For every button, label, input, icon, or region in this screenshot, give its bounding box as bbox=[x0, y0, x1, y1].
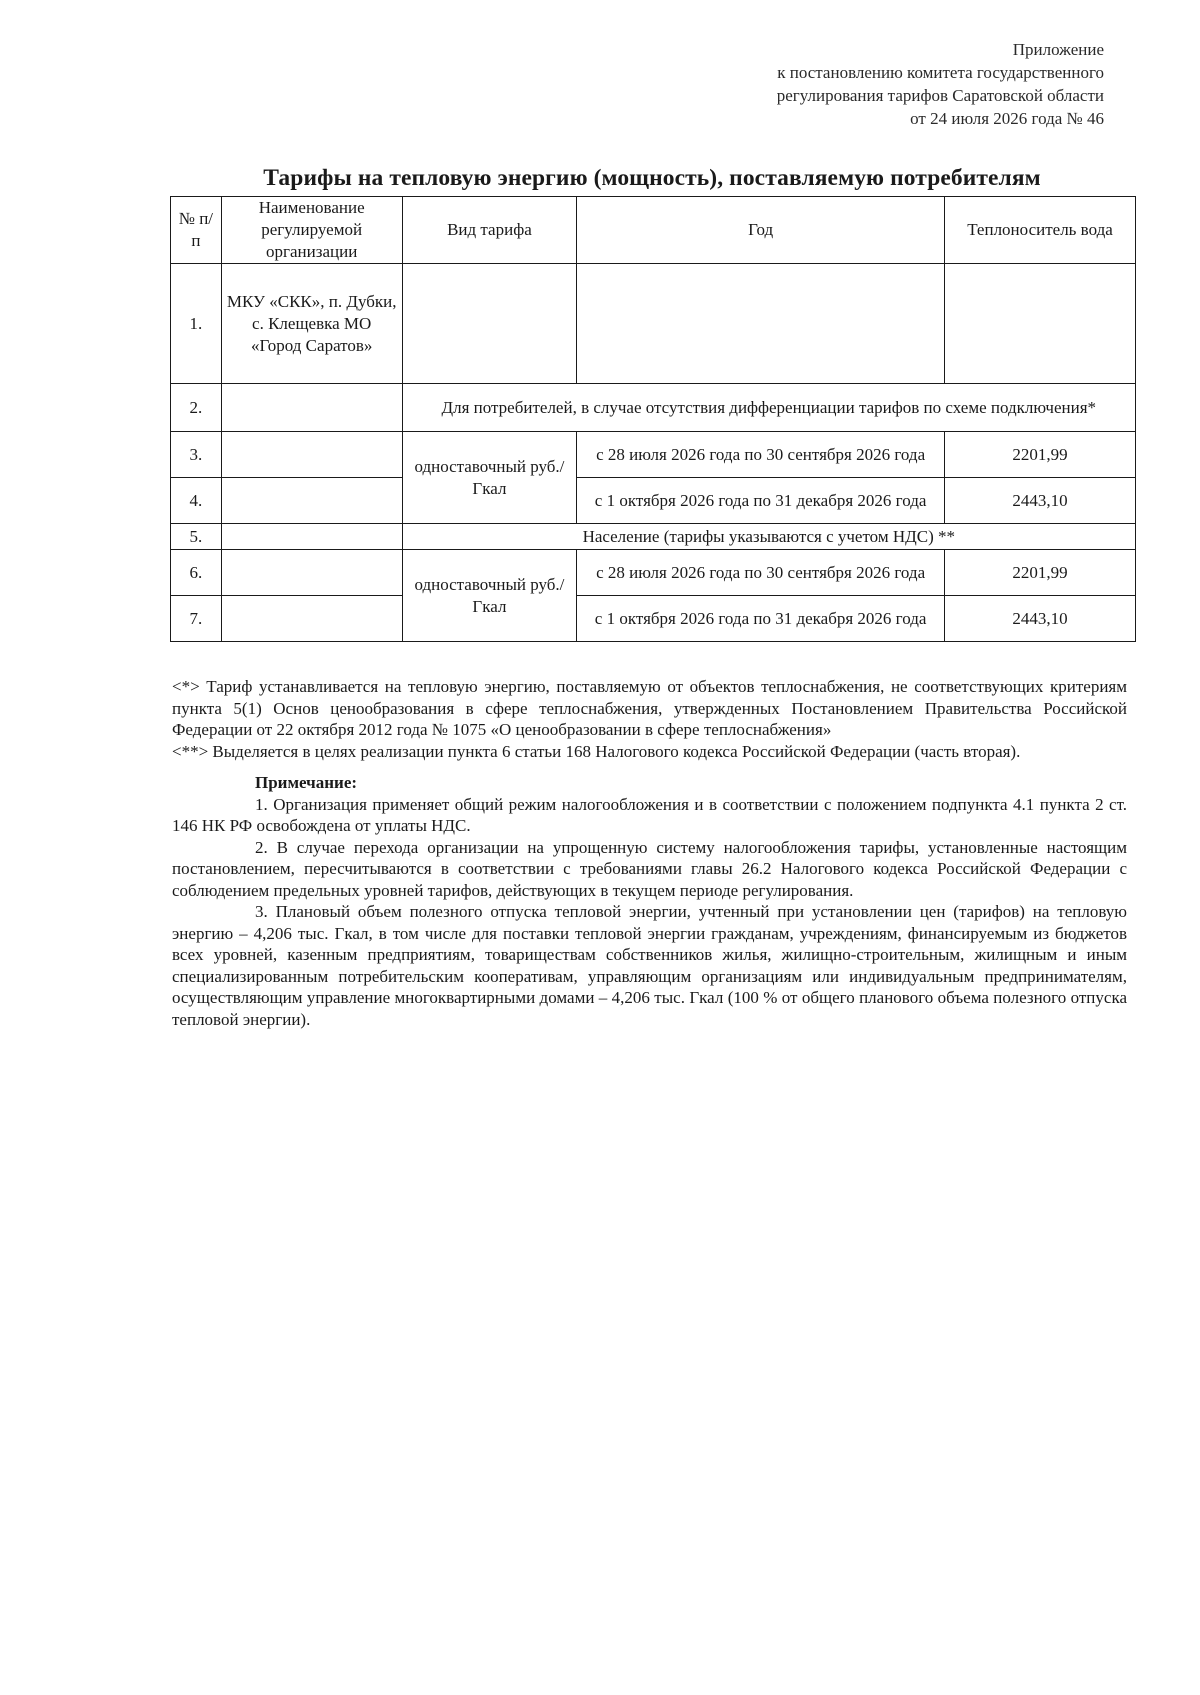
tariff-type: одноставочный руб./Гкал bbox=[402, 432, 577, 524]
appendix-header-line: регулирования тарифов Саратовской области bbox=[776, 86, 1104, 105]
empty-cell bbox=[577, 264, 945, 384]
tariff-period: с 1 октября 2026 года по 31 декабря 2026 года bbox=[577, 478, 945, 524]
tariff-value: 2201,99 bbox=[944, 550, 1135, 596]
section-heading: Для потребителей, в случае отсутствия дифференциации тарифов по схеме подключения* bbox=[402, 384, 1135, 432]
row-num: 5. bbox=[171, 524, 222, 550]
empty-cell bbox=[221, 384, 402, 432]
table-header-row bbox=[171, 197, 1136, 264]
table-row bbox=[171, 432, 1136, 478]
appendix-header bbox=[777, 38, 1104, 130]
row-num: 3. bbox=[171, 432, 222, 478]
tariff-type: одноставочный руб./Гкал bbox=[402, 550, 577, 642]
table-row bbox=[171, 264, 1136, 384]
empty-cell bbox=[221, 432, 402, 478]
table-row bbox=[171, 384, 1136, 432]
note-item-1: 1. Организация применяет общий режим налогообложения и в соответствии с положением подпункта 4.1 пункта 2 ст. 146 НК РФ освобождена от уплаты НДС. bbox=[172, 794, 1127, 835]
appendix-header-line: Приложение bbox=[1012, 40, 1104, 59]
header-year: Год bbox=[577, 197, 945, 264]
empty-cell bbox=[221, 596, 402, 642]
empty-cell bbox=[221, 550, 402, 596]
tariff-period: с 28 июля 2026 года по 30 сентября 2026 года bbox=[577, 432, 945, 478]
row-num: 4. bbox=[171, 478, 222, 524]
note-item-3: 3. Плановый объем полезного отпуска тепловой энергии, учтенный при установлении цен (тарифов) на тепловую энергию – 4,206 тыс. Гкал, в том числе для поставки тепловой энергии гражданам, учреждениям, финансируемым из бюджетов всех уровней, казенным предприятиям, товариществам собственников жилья, жилищно-строительным, жилищным и иным специализированным потребительским кооперативам, управляющим организациям или индивидуальным предпринимателям, осуществляющим управление многоквартирными домами – 4,206 тыс. Гкал (100 % от общего планового объема полезного отпуска тепловой энергии). bbox=[172, 902, 1127, 1029]
header-org: Наименование регулируемой организации bbox=[221, 197, 402, 264]
section-heading: Население (тарифы указываются с учетом НДС) ** bbox=[402, 524, 1135, 550]
note-item-2: 2. В случае перехода организации на упрощенную систему налогообложения тарифы, установленные настоящим постановлением, пересчитываются в соответствии с требованиями главы 26.2 Налогового кодекса Российской Федерации с соблюдением предельных уровней тарифов, действующих в текущем периоде регулирования. bbox=[172, 837, 1127, 900]
row-num: 2. bbox=[171, 384, 222, 432]
tariff-period: с 28 июля 2026 года по 30 сентября 2026 года bbox=[577, 550, 945, 596]
row-num: 6. bbox=[171, 550, 222, 596]
header-tariff-type: Вид тарифа bbox=[402, 197, 577, 264]
note-title: Примечание: bbox=[255, 773, 358, 792]
footnote-1: <*> Тариф устанавливается на тепловую энергию, поставляемую от объектов теплоснабжения, не соответствующих критериям пункта 5(1) Основ ценообразования в сфере теплоснабжения, утвержденных Постановлением Правительства Российской Федерации от 22 октября 2012 года № 1075 «О ценообразовании в сфере теплоснабжения» bbox=[172, 677, 1127, 739]
empty-cell bbox=[221, 524, 402, 550]
tariff-table bbox=[170, 196, 1136, 642]
table-row bbox=[171, 596, 1136, 642]
tariff-period: с 1 октября 2026 года по 31 декабря 2026 года bbox=[577, 596, 945, 642]
row-num: 1. bbox=[171, 264, 222, 384]
empty-cell bbox=[221, 478, 402, 524]
header-num: № п/п bbox=[171, 197, 222, 264]
footnote-2: <**> Выделяется в целях реализации пункта 6 статьи 168 Налогового кодекса Российской Федерации (часть вторая). bbox=[172, 741, 1021, 761]
empty-cell bbox=[402, 264, 577, 384]
appendix-header-line: к постановлению комитета государственного bbox=[777, 63, 1104, 82]
footnotes-section bbox=[172, 676, 1127, 1030]
tariff-value: 2443,10 bbox=[944, 478, 1135, 524]
org-name: МКУ «СКК», п. Дубки, с. Клещевка МО «Город Саратов» bbox=[221, 264, 402, 384]
empty-cell bbox=[944, 264, 1135, 384]
tariff-value: 2443,10 bbox=[944, 596, 1135, 642]
header-heat-carrier: Теплоноситель вода bbox=[944, 197, 1135, 264]
table-row bbox=[171, 550, 1136, 596]
tariff-value: 2201,99 bbox=[944, 432, 1135, 478]
table-row bbox=[171, 524, 1136, 550]
row-num: 7. bbox=[171, 596, 222, 642]
document-title: Тарифы на тепловую энергию (мощность), поставляемую потребителям bbox=[263, 165, 1041, 191]
appendix-header-line: от 24 июля 2026 года № 46 bbox=[910, 109, 1104, 128]
table-row bbox=[171, 478, 1136, 524]
